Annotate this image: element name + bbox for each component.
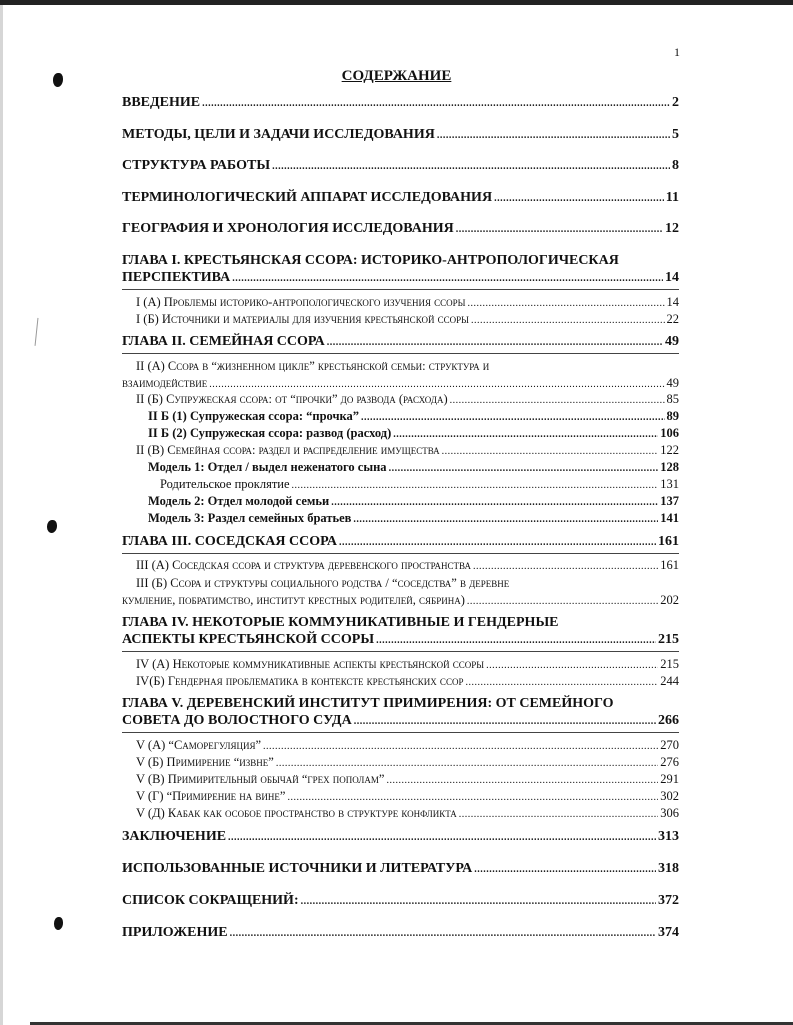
toc-entry-structure[interactable]	[122, 158, 679, 175]
toc-entry-label: II Б (2) Супружеская ссора: развод (расход)	[148, 426, 392, 440]
leader-dots	[292, 478, 659, 494]
toc-entry-label: ПРИЛОЖЕНИЕ	[122, 925, 228, 940]
divider	[122, 732, 679, 733]
toc-entry-label: ГЕОГРАФИЯ И ХРОНОЛОГИЯ ИССЛЕДОВАНИЯ	[122, 221, 454, 236]
toc-entry-page: 266	[658, 713, 679, 728]
leader-dots	[474, 862, 656, 878]
divider	[122, 553, 679, 554]
toc-entry-label: ПЕРСПЕКТИВА	[122, 270, 231, 285]
toc-entry-4a[interactable]	[136, 656, 679, 674]
toc-entry-model-1[interactable]	[148, 459, 679, 477]
toc-entry-5b[interactable]	[136, 754, 679, 772]
toc-entry-page: 49	[666, 376, 679, 390]
toc-entry-chapter-3[interactable]	[122, 534, 679, 551]
toc-chapter-1-line1: ГЛАВА I. КРЕСТЬЯНСКАЯ ССОРА: ИСТОРИКО-АНТРОПОЛОГИЧЕСКАЯ	[122, 253, 619, 268]
toc-entry-label: МЕТОДЫ, ЦЕЛИ И ЗАДАЧИ ИССЛЕДОВАНИЯ	[122, 127, 435, 142]
leader-dots	[389, 461, 659, 477]
toc-chapter-4-line1: ГЛАВА IV. НЕКОТОРЫЕ КОММУНИКАТИВНЫЕ И ГЕНДЕРНЫЕ	[122, 615, 559, 630]
toc-entry-page: 161	[658, 534, 679, 549]
toc-entry-page: 14	[665, 270, 679, 285]
leader-dots	[354, 714, 656, 730]
toc-entry-page: 106	[660, 426, 679, 440]
toc-entry-page: 313	[658, 829, 679, 844]
toc-entry-label: ГЛАВА III. СОСЕДСКАЯ ССОРА	[122, 534, 337, 549]
toc-entry-label: Родительское проклятие	[160, 477, 290, 491]
toc-entry-page: 2	[672, 95, 679, 110]
toc-entry-label: IV(Б) Гендерная проблематика в контексте крестьянских ссор	[136, 674, 464, 688]
toc-entry-page: 215	[658, 632, 679, 647]
toc-entry-page: 161	[660, 558, 679, 572]
toc-entry-label: ГЛАВА II. СЕМЕЙНАЯ ССОРА	[122, 334, 325, 349]
toc-entry-3a[interactable]	[136, 557, 679, 575]
toc-entry-parental-curse[interactable]	[160, 476, 679, 494]
divider	[122, 289, 679, 290]
toc-chapter-5-line1: ГЛАВА V. ДЕРЕВЕНСКИЙ ИНСТИТУТ ПРИМИРЕНИЯ: ОТ СЕМЕЙНОГО	[122, 696, 614, 711]
toc-entry-page: 306	[660, 806, 679, 820]
toc-entry-label: I (Б) Источники и материалы для изучения крестьянской ссоры	[136, 312, 469, 326]
leader-dots	[467, 594, 658, 610]
toc-entry-label: кумление, побратимство, институт крестных родителей, сябрина)	[122, 593, 465, 607]
toc-2a-line1: II (А) Ссора в “жизненном цикле” крестьянской семьи: структура и	[136, 359, 490, 373]
toc-entry-4b[interactable]	[136, 673, 679, 691]
leader-dots	[331, 495, 658, 511]
toc-entry-label: АСПЕКТЫ КРЕСТЬЯНСКОЙ ССОРЫ	[122, 632, 375, 647]
leader-dots	[450, 393, 665, 409]
toc-entry-page: 137	[660, 494, 679, 508]
toc-entry-page: 89	[666, 409, 679, 423]
leader-dots	[486, 658, 658, 674]
toc-entry-label: ВВЕДЕНИЕ	[122, 95, 201, 110]
toc-entry-conclusion[interactable]	[122, 829, 679, 846]
toc-entry-methods[interactable]	[122, 127, 679, 144]
divider	[122, 651, 679, 652]
leader-dots	[202, 96, 670, 112]
toc-entry-page: 276	[660, 755, 679, 769]
leader-dots	[459, 807, 659, 823]
toc-entry-page: 291	[660, 772, 679, 786]
toc-entry-page: 131	[660, 477, 679, 491]
toc-entry-page: 49	[665, 334, 679, 349]
page-title: СОДЕРЖАНИЕ	[341, 68, 452, 84]
toc-entry-3b[interactable]	[122, 592, 679, 610]
toc-entry-page: 318	[658, 861, 679, 876]
leader-dots	[437, 128, 670, 144]
toc-entry-label: II (Б) Супружеская ссора: от “прочки” до развода (расхода)	[136, 392, 448, 406]
toc-entry-page: 11	[665, 190, 679, 205]
toc-entry-label: СПИСОК СОКРАЩЕНИЙ:	[122, 893, 299, 908]
toc-entry-page: 215	[660, 657, 679, 671]
leader-dots	[263, 739, 658, 755]
leader-dots	[494, 191, 664, 207]
toc-entry-label: Модель 2: Отдел молодой семьи	[148, 494, 330, 508]
toc-entry-model-3[interactable]	[148, 510, 679, 528]
toc-entry-label: ЗАКЛЮЧЕНИЕ	[122, 829, 227, 844]
toc-entry-chapter-2[interactable]	[122, 334, 679, 351]
divider	[122, 353, 679, 354]
toc-entry-label: II Б (1) Супружеская ссора: “прочка”	[148, 409, 360, 423]
leader-dots	[287, 790, 658, 806]
hole-punch-mark	[54, 917, 63, 930]
toc-entry-chapter-1[interactable]	[122, 270, 679, 287]
toc-entry-introduction[interactable]	[122, 95, 679, 112]
leader-dots	[353, 512, 658, 528]
toc-entry-2v[interactable]	[136, 442, 679, 460]
leader-dots	[386, 773, 658, 789]
toc-entry-page: 302	[660, 789, 679, 803]
toc-entry-appendix[interactable]	[122, 925, 679, 942]
toc-entry-1b[interactable]	[136, 311, 679, 329]
toc-entry-abbreviations[interactable]	[122, 893, 679, 910]
toc-entry-geography[interactable]	[122, 221, 679, 238]
toc-entry-page: 374	[658, 925, 679, 940]
scan-top-edge	[0, 0, 793, 5]
leader-dots	[456, 222, 663, 238]
toc-entry-page: 202	[660, 593, 679, 607]
page-number: 1	[674, 45, 680, 59]
toc-entry-label: V (Д) Кабак как особое пространство в структуре конфликта	[136, 806, 457, 820]
toc-entry-page: 5	[672, 127, 679, 142]
leader-dots	[376, 633, 656, 649]
toc-entry-2b[interactable]	[136, 391, 679, 409]
toc-entry-page: 22	[666, 312, 679, 326]
toc-entry-1a[interactable]	[136, 294, 679, 312]
toc-entry-label: взаимодействие	[122, 376, 208, 390]
toc-entry-model-2[interactable]	[148, 493, 679, 511]
leader-dots	[301, 894, 656, 910]
scan-left-edge	[0, 5, 3, 1025]
toc-entry-5v[interactable]	[136, 771, 679, 789]
toc-entry-page: 128	[660, 460, 679, 474]
toc-entry-label: ТЕРМИНОЛОГИЧЕСКИЙ АППАРАТ ИССЛЕДОВАНИЯ	[122, 190, 493, 205]
toc-entry-page: 244	[660, 674, 679, 688]
leader-dots	[228, 830, 656, 846]
leader-dots	[393, 427, 658, 443]
toc-entry-page: 141	[660, 511, 679, 525]
toc-entry-label: Модель 3: Раздел семейных братьев	[148, 511, 352, 525]
leader-dots	[473, 559, 658, 575]
toc-entry-label: III (А) Соседская ссора и структура деревенского пространства	[136, 558, 471, 572]
toc-entry-chapter-5[interactable]	[122, 713, 679, 730]
hole-punch-mark	[47, 520, 57, 533]
toc-entry-label: Модель 1: Отдел / выдел неженатого сына	[148, 460, 387, 474]
toc-entry-page: 122	[660, 443, 679, 457]
toc-entry-label: СТРУКТУРА РАБОТЫ	[122, 158, 271, 173]
toc-entry-label: IV (А) Некоторые коммуникативные аспекты крестьянской ссоры	[136, 657, 485, 671]
leader-dots	[232, 271, 663, 287]
toc-entry-terminology[interactable]	[122, 190, 679, 207]
toc-entry-label: V (Б) Примирение “извне”	[136, 755, 274, 769]
toc-entry-page: 270	[660, 738, 679, 752]
scan-artifact	[35, 318, 41, 346]
toc-3b-line1: III (Б) Ссора и структуры социального родства / “соседства” в деревне	[136, 576, 510, 590]
toc-entry-sources[interactable]	[122, 861, 679, 878]
toc-entry-label: ИСПОЛЬЗОВАННЫЕ ИСТОЧНИКИ И ЛИТЕРАТУРА	[122, 861, 473, 876]
toc-entry-page: 372	[658, 893, 679, 908]
leader-dots	[276, 756, 658, 772]
leader-dots	[465, 675, 658, 691]
toc-entry-page: 8	[672, 158, 679, 173]
toc-entry-2b1[interactable]	[148, 408, 679, 426]
toc-entry-page: 14	[666, 295, 679, 309]
toc-entry-5d[interactable]	[136, 805, 679, 823]
leader-dots	[442, 444, 659, 460]
leader-dots	[361, 410, 664, 426]
leader-dots	[471, 313, 665, 329]
leader-dots	[339, 535, 656, 551]
toc-entry-label: V (Г) “Примирение на вине”	[136, 789, 286, 803]
leader-dots	[467, 296, 664, 312]
toc-entry-chapter-4[interactable]	[122, 632, 679, 649]
leader-dots	[230, 926, 656, 942]
toc-entry-page: 12	[665, 221, 679, 236]
leader-dots	[272, 159, 670, 175]
toc-entry-2b2[interactable]	[148, 425, 679, 443]
leader-dots	[327, 335, 663, 351]
toc-entry-5g[interactable]	[136, 788, 679, 806]
toc-entry-label: V (А) “Саморегуляция”	[136, 738, 262, 752]
toc-entry-label: I (А) Проблемы историко-антропологического изучения ссоры	[136, 295, 466, 309]
toc-entry-page: 85	[666, 392, 679, 406]
toc-entry-label: V (В) Примирительный обычай “грех пополам”	[136, 772, 385, 786]
toc-entry-label: II (В) Семейная ссора: раздел и распределение имущества	[136, 443, 440, 457]
toc-entry-5a[interactable]	[136, 737, 679, 755]
toc-entry-label: СОВЕТА ДО ВОЛОСТНОГО СУДА	[122, 713, 352, 728]
